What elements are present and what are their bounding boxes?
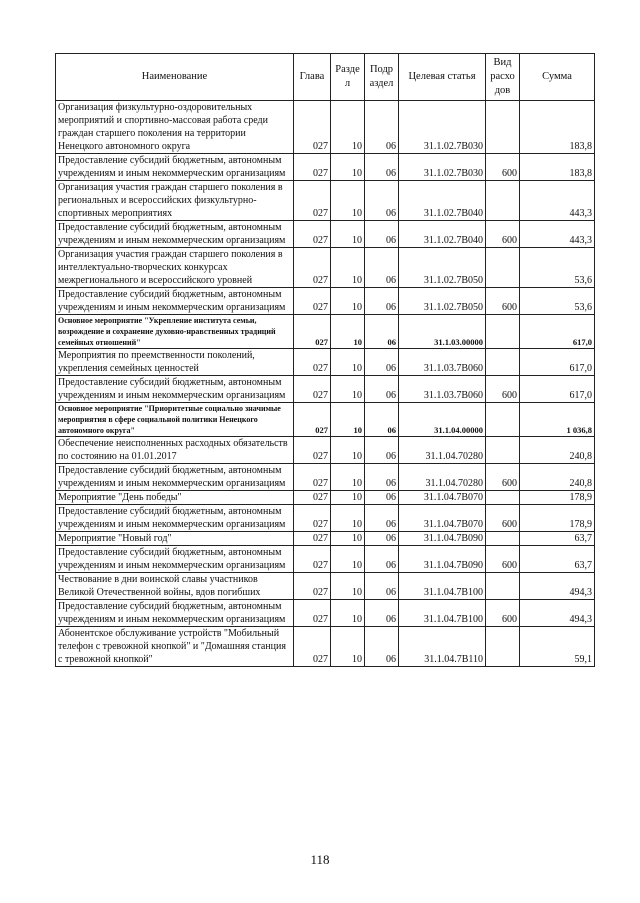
- cell-glava: 027: [294, 315, 331, 349]
- cell-target: 31.1.04.7В090: [399, 532, 486, 546]
- cell-sum: 494,3: [520, 600, 595, 627]
- cell-sum: 63,7: [520, 546, 595, 573]
- cell-target: 31.1.02.7В040: [399, 221, 486, 248]
- cell-name: Мероприятие "День победы": [56, 491, 294, 505]
- table-row: [56, 600, 595, 627]
- cell-sum: 59,1: [520, 627, 595, 667]
- cell-vid: [486, 573, 520, 600]
- cell-razdel: 10: [331, 600, 365, 627]
- cell-target: 31.1.02.7В050: [399, 288, 486, 315]
- cell-sum: 617,0: [520, 349, 595, 376]
- cell-vid: [486, 101, 520, 154]
- table-header-row: [56, 54, 595, 101]
- cell-name: Чествование в дни воинской славы участников Великой Отечественной войны, вдов погибших: [56, 573, 294, 600]
- cell-podrazdel: 06: [365, 573, 399, 600]
- cell-razdel: 10: [331, 437, 365, 464]
- cell-sum: 183,8: [520, 154, 595, 181]
- cell-name: Абонентское обслуживание устройств "Мобильный телефон с тревожной кнопкой" и "Домашняя станция с тревожной кнопкой": [56, 627, 294, 667]
- cell-sum: 443,3: [520, 221, 595, 248]
- header-vid: Вид расхо дов: [486, 54, 520, 101]
- cell-sum: 53,6: [520, 248, 595, 288]
- cell-sum: 1 036,8: [520, 403, 595, 437]
- table-row: [56, 532, 595, 546]
- table-row: [56, 546, 595, 573]
- cell-glava: 027: [294, 491, 331, 505]
- cell-name: Предоставление субсидий бюджетным, автономным учреждениям и иным некоммерческим организациям: [56, 546, 294, 573]
- cell-podrazdel: 06: [365, 221, 399, 248]
- cell-razdel: 10: [331, 403, 365, 437]
- table-row: [56, 376, 595, 403]
- cell-target: 31.1.03.00000: [399, 315, 486, 349]
- cell-vid: [486, 403, 520, 437]
- cell-target: 31.1.04.7В070: [399, 505, 486, 532]
- cell-vid: 600: [486, 464, 520, 491]
- cell-sum: 617,0: [520, 376, 595, 403]
- cell-razdel: 10: [331, 532, 365, 546]
- cell-glava: 027: [294, 403, 331, 437]
- cell-podrazdel: 06: [365, 101, 399, 154]
- cell-razdel: 10: [331, 464, 365, 491]
- table-row: [56, 627, 595, 667]
- cell-target: 31.1.04.70280: [399, 437, 486, 464]
- cell-vid: [486, 349, 520, 376]
- cell-razdel: 10: [331, 376, 365, 403]
- cell-name: Мероприятие "Новый год": [56, 532, 294, 546]
- cell-glava: 027: [294, 600, 331, 627]
- table-row: [56, 349, 595, 376]
- cell-razdel: 10: [331, 505, 365, 532]
- cell-razdel: 10: [331, 349, 365, 376]
- cell-podrazdel: 06: [365, 248, 399, 288]
- cell-sum: 443,3: [520, 181, 595, 221]
- cell-podrazdel: 06: [365, 315, 399, 349]
- cell-podrazdel: 06: [365, 376, 399, 403]
- cell-glava: 027: [294, 101, 331, 154]
- cell-glava: 027: [294, 532, 331, 546]
- cell-target: 31.1.03.7В060: [399, 349, 486, 376]
- cell-razdel: 10: [331, 248, 365, 288]
- cell-vid: 600: [486, 288, 520, 315]
- cell-name: Организация участия граждан старшего поколения в интеллектуально-творческих конкурсах межрегионального и всероссийского уровней: [56, 248, 294, 288]
- table-row: [56, 181, 595, 221]
- cell-name: Организация физкультурно-оздоровительных мероприятий и спортивно-массовая работа среди граждан старшего поколения на территории Ненецкого автономного округа: [56, 101, 294, 154]
- cell-razdel: 10: [331, 491, 365, 505]
- cell-name: Предоставление субсидий бюджетным, автономным учреждениям и иным некоммерческим организациям: [56, 154, 294, 181]
- cell-razdel: 10: [331, 288, 365, 315]
- cell-sum: 63,7: [520, 532, 595, 546]
- budget-table: [55, 53, 595, 667]
- cell-vid: 600: [486, 221, 520, 248]
- header-razdel: Разде л: [331, 54, 365, 101]
- cell-glava: 027: [294, 437, 331, 464]
- cell-glava: 027: [294, 221, 331, 248]
- cell-podrazdel: 06: [365, 505, 399, 532]
- cell-glava: 027: [294, 248, 331, 288]
- cell-podrazdel: 06: [365, 546, 399, 573]
- cell-name: Основное мероприятие "Укрепление института семьи, возрождение и сохранение духовно-нравственных традиций семейных отношений": [56, 315, 294, 349]
- cell-target: 31.1.02.7В040: [399, 181, 486, 221]
- cell-name: Предоставление субсидий бюджетным, автономным учреждениям и иным некоммерческим организациям: [56, 376, 294, 403]
- table-row: [56, 288, 595, 315]
- cell-razdel: 10: [331, 573, 365, 600]
- cell-razdel: 10: [331, 154, 365, 181]
- cell-razdel: 10: [331, 221, 365, 248]
- cell-vid: [486, 491, 520, 505]
- cell-podrazdel: 06: [365, 403, 399, 437]
- header-glava: Глава: [294, 54, 331, 101]
- cell-name: Предоставление субсидий бюджетным, автономным учреждениям и иным некоммерческим организациям: [56, 288, 294, 315]
- table-row: [56, 221, 595, 248]
- cell-podrazdel: 06: [365, 600, 399, 627]
- cell-target: 31.1.02.7В050: [399, 248, 486, 288]
- cell-sum: 240,8: [520, 437, 595, 464]
- cell-sum: 53,6: [520, 288, 595, 315]
- cell-name: Предоставление субсидий бюджетным, автономным учреждениям и иным некоммерческим организациям: [56, 464, 294, 491]
- cell-podrazdel: 06: [365, 491, 399, 505]
- cell-name: Обеспечение неисполненных расходных обязательств по состоянию на 01.01.2017: [56, 437, 294, 464]
- cell-name: Предоставление субсидий бюджетным, автономным учреждениям и иным некоммерческим организациям: [56, 505, 294, 532]
- cell-glava: 027: [294, 464, 331, 491]
- cell-name: Организация участия граждан старшего поколения в региональных и всероссийских физкультурно-спортивных мероприятиях: [56, 181, 294, 221]
- cell-vid: 600: [486, 505, 520, 532]
- header-sum: Сумма: [520, 54, 595, 101]
- cell-glava: 027: [294, 154, 331, 181]
- cell-glava: 027: [294, 573, 331, 600]
- cell-vid: 600: [486, 546, 520, 573]
- cell-glava: 027: [294, 546, 331, 573]
- cell-podrazdel: 06: [365, 464, 399, 491]
- cell-target: 31.1.04.00000: [399, 403, 486, 437]
- cell-sum: 178,9: [520, 505, 595, 532]
- cell-target: 31.1.04.7В100: [399, 600, 486, 627]
- table-row: [56, 437, 595, 464]
- cell-vid: [486, 315, 520, 349]
- cell-target: 31.1.04.7В090: [399, 546, 486, 573]
- cell-glava: 027: [294, 349, 331, 376]
- cell-razdel: 10: [331, 627, 365, 667]
- cell-name: Основное мероприятие "Приоритетные социально значимые мероприятия в сфере социальной политики Ненецкого автономного округа": [56, 403, 294, 437]
- table-row: [56, 101, 595, 154]
- table-row: [56, 505, 595, 532]
- table-body: [56, 101, 595, 667]
- cell-podrazdel: 06: [365, 154, 399, 181]
- cell-vid: [486, 181, 520, 221]
- cell-vid: [486, 248, 520, 288]
- cell-target: 31.1.04.7В100: [399, 573, 486, 600]
- cell-vid: 600: [486, 600, 520, 627]
- cell-vid: 600: [486, 154, 520, 181]
- header-target: Целевая статья: [399, 54, 486, 101]
- cell-podrazdel: 06: [365, 532, 399, 546]
- cell-target: 31.1.02.7В030: [399, 154, 486, 181]
- table-row: [56, 315, 595, 349]
- cell-target: 31.1.04.70280: [399, 464, 486, 491]
- table-row: [56, 491, 595, 505]
- cell-razdel: 10: [331, 546, 365, 573]
- cell-name: Предоставление субсидий бюджетным, автономным учреждениям и иным некоммерческим организациям: [56, 600, 294, 627]
- cell-sum: 617,0: [520, 315, 595, 349]
- table-row: [56, 573, 595, 600]
- cell-vid: [486, 627, 520, 667]
- cell-vid: 600: [486, 376, 520, 403]
- cell-glava: 027: [294, 288, 331, 315]
- cell-target: 31.1.04.7В110: [399, 627, 486, 667]
- table-row: [56, 248, 595, 288]
- cell-glava: 027: [294, 181, 331, 221]
- cell-razdel: 10: [331, 101, 365, 154]
- cell-sum: 240,8: [520, 464, 595, 491]
- cell-target: 31.1.03.7В060: [399, 376, 486, 403]
- cell-sum: 178,9: [520, 491, 595, 505]
- cell-vid: [486, 437, 520, 464]
- header-podrazdel: Подр аздел: [365, 54, 399, 101]
- cell-podrazdel: 06: [365, 627, 399, 667]
- cell-glava: 027: [294, 505, 331, 532]
- cell-name: Мероприятия по преемственности поколений, укрепления семейных ценностей: [56, 349, 294, 376]
- cell-glava: 027: [294, 376, 331, 403]
- table-row: [56, 464, 595, 491]
- cell-podrazdel: 06: [365, 181, 399, 221]
- cell-target: 31.1.04.7В070: [399, 491, 486, 505]
- page-number: 118: [310, 852, 330, 867]
- cell-sum: 494,3: [520, 573, 595, 600]
- cell-glava: 027: [294, 627, 331, 667]
- cell-podrazdel: 06: [365, 349, 399, 376]
- table-row: [56, 403, 595, 437]
- cell-name: Предоставление субсидий бюджетным, автономным учреждениям и иным некоммерческим организациям: [56, 221, 294, 248]
- cell-razdel: 10: [331, 181, 365, 221]
- cell-target: 31.1.02.7В030: [399, 101, 486, 154]
- header-name: Наименование: [56, 54, 294, 101]
- cell-podrazdel: 06: [365, 288, 399, 315]
- table-row: [56, 154, 595, 181]
- cell-razdel: 10: [331, 315, 365, 349]
- cell-sum: 183,8: [520, 101, 595, 154]
- cell-vid: [486, 532, 520, 546]
- cell-podrazdel: 06: [365, 437, 399, 464]
